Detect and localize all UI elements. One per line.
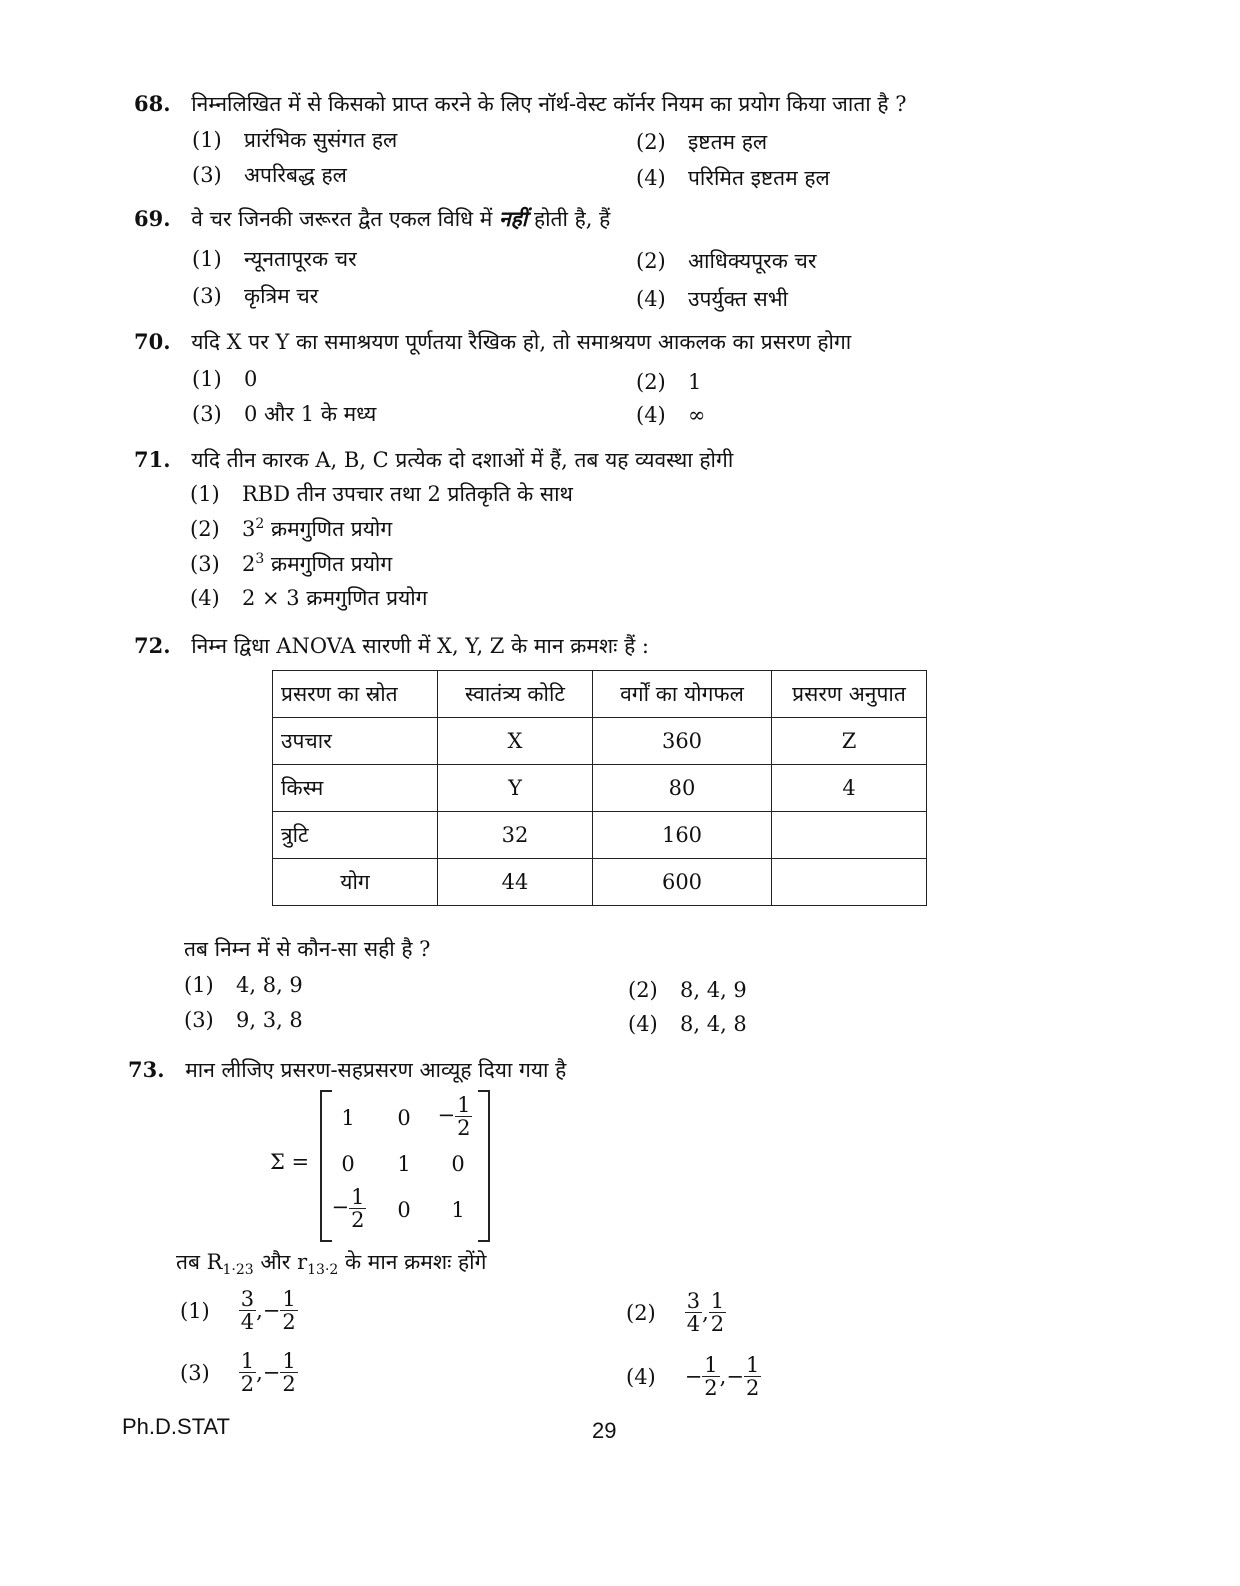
question-73 [128, 1056, 566, 1084]
option-69-4[interactable]: (4) उपर्युक्त सभी [636, 287, 788, 311]
question-number: 71. [134, 447, 171, 472]
option-71-3[interactable]: (3) $2^3$ क्रमगुणित प्रयोग [190, 551, 393, 576]
matrix-cell: 0 [397, 1198, 411, 1222]
anova-table [272, 670, 927, 906]
option-72-1[interactable]: (1) 4, 8, 9 [184, 973, 303, 997]
option-70-1[interactable]: (1) 0 [192, 367, 258, 391]
emphasis-not: नहीं [499, 206, 528, 231]
option-72-2[interactable]: (2) 8, 4, 9 [628, 978, 747, 1002]
table-cell [772, 812, 927, 859]
table-cell: किस्म [273, 765, 438, 812]
table-cell: 360 [593, 718, 772, 765]
option-70-4[interactable]: (4) ∞ [636, 403, 706, 427]
matrix-cell: 1 [341, 1106, 355, 1130]
option-71-4[interactable]: (4) 2 × 3 क्रमगुणित प्रयोग [190, 586, 428, 610]
option-69-1[interactable]: (1) न्यूनतापूरक चर [192, 247, 357, 271]
question-text: यदि X पर Y का समाश्रयण पूर्णतया रैखिक हो, तो समाश्रयण आकलक का प्रसरण होगा [191, 330, 852, 354]
table-cell: 32 [438, 812, 593, 859]
option-73-3[interactable]: (3) $\frac{1}{2}$ ,− $\frac{1}{2}$ [180, 1349, 296, 1397]
question-72-prompt: तब निम्न में से कौन-सा सही है ? [184, 937, 431, 961]
option-68-3[interactable]: (3) अपरिबद्ध हल [192, 163, 347, 187]
matrix-cell-neg-half: − $\frac{1}{2}$ [331, 1185, 365, 1233]
table-cell: 160 [593, 812, 772, 859]
question-number: 73. [128, 1057, 165, 1082]
option-73-2[interactable]: (2) $\frac{3}{4}$ , $\frac{1}{2}$ [626, 1289, 725, 1337]
exam-code: Ph.D.STAT [122, 1414, 230, 1439]
covariance-matrix [270, 1090, 500, 1240]
question-71 [134, 446, 733, 474]
question-70 [134, 328, 851, 356]
option-68-2[interactable]: (2) इष्टतम हल [636, 130, 768, 154]
table-cell: Z [772, 718, 927, 765]
option-69-3[interactable]: (3) कृत्रिम चर [192, 284, 319, 308]
question-number: 72. [134, 633, 171, 658]
option-71-1[interactable]: (1) RBD तीन उपचार तथा 2 प्रतिकृति के साथ [190, 482, 573, 506]
page-number: 29 [592, 1418, 617, 1443]
option-72-3[interactable]: (3) 9, 3, 8 [184, 1008, 303, 1032]
table-cell: योग [273, 859, 438, 906]
option-72-4[interactable]: (4) 8, 4, 8 [628, 1012, 747, 1036]
table-header: प्रसरण का स्रोत [273, 671, 438, 718]
question-number: 68. [134, 91, 171, 116]
option-70-3[interactable]: (3) 0 और 1 के मध्य [192, 402, 377, 426]
table-cell: Y [438, 765, 593, 812]
table-cell: 80 [593, 765, 772, 812]
option-68-4[interactable]: (4) परिमित इष्टतम हल [636, 166, 830, 190]
option-70-2[interactable]: (2) 1 [636, 370, 702, 394]
table-header: प्रसरण अनुपात [772, 671, 927, 718]
question-text: मान लीजिए प्रसरण-सहप्रसरण आव्यूह दिया गया है [185, 1058, 567, 1082]
matrix-cell: 1 [451, 1198, 465, 1222]
sigma-label: Σ = [270, 1150, 310, 1174]
table-cell: उपचार [273, 718, 438, 765]
option-69-2[interactable]: (2) आधिक्यपूरक चर [636, 249, 817, 273]
question-69: 69. वे चर जिनकी जरूरत द्वैत एकल विधि में नहीं होती है, हैं [134, 206, 611, 231]
table-cell: 600 [593, 859, 772, 906]
option-68-1[interactable]: (1) प्रारंभिक सुसंगत हल [192, 128, 398, 152]
matrix-cell: 0 [397, 1106, 411, 1130]
option-73-1[interactable]: (1) $\frac{3}{4}$ ,− $\frac{1}{2}$ [180, 1287, 296, 1335]
question-73-prompt: तब $R_{1\cdot 23}$ और $r_{13\cdot 2}$ के मान क्रमशः होंगे [176, 1250, 487, 1279]
table-row [273, 765, 927, 812]
question-number: 69. [134, 206, 171, 231]
matrix-cell: 0 [341, 1152, 355, 1176]
table-cell [772, 859, 927, 906]
option-73-4[interactable]: (4) − $\frac{1}{2}$ ,− $\frac{1}{2}$ [626, 1353, 760, 1401]
table-row [273, 718, 927, 765]
question-72 [134, 632, 649, 660]
table-cell: X [438, 718, 593, 765]
question-text: निम्नलिखित में से किसको प्राप्त करने के लिए नॉर्थ-वेस्ट कॉर्नर नियम का प्रयोग किया जाता है ? [191, 92, 907, 116]
table-header-row [273, 671, 927, 718]
option-71-2[interactable]: (2) $3^2$ क्रमगुणित प्रयोग [190, 516, 393, 541]
table-cell: त्रुटि [273, 812, 438, 859]
matrix-cell: 1 [397, 1152, 411, 1176]
table-header: स्वातंत्र्य कोटि [438, 671, 593, 718]
table-header: वर्गों का योगफल [593, 671, 772, 718]
question-text: यदि तीन कारक A, B, C प्रत्येक दो दशाओं में हैं, तब यह व्यवस्था होगी [191, 448, 734, 472]
table-cell: 44 [438, 859, 593, 906]
question-68 [134, 90, 907, 118]
matrix-cell-neg-half: − $\frac{1}{2}$ [437, 1093, 471, 1141]
matrix-cell: 0 [451, 1152, 465, 1176]
question-text: निम्न द्विधा ANOVA सारणी में X, Y, Z के मान क्रमशः हैं : [191, 634, 649, 658]
question-number: 70. [134, 329, 171, 354]
table-row [273, 859, 927, 906]
table-row [273, 812, 927, 859]
table-cell: 4 [772, 765, 927, 812]
